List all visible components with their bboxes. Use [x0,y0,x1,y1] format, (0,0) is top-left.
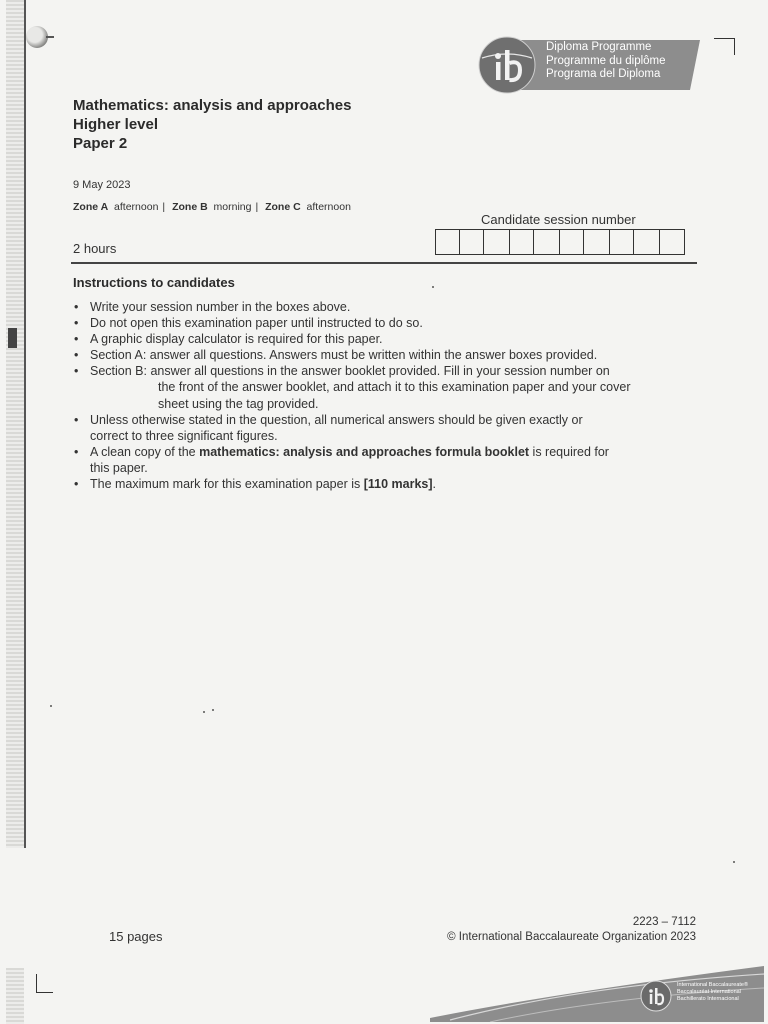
exam-date: 9 May 2023 [73,179,131,191]
footer-org-line: International Baccalaureate® [677,982,749,988]
session-digit-box[interactable] [436,230,460,254]
footer-org-line: Baccalauréat International [677,989,741,995]
scan-speck [432,286,434,288]
ib-footer-logo-icon [640,980,672,1012]
instruction-continuation: correct to three significant figures. [90,428,278,443]
logo-line: Diploma Programme [546,41,652,53]
paper-code: 2223 – 7112 [632,916,696,928]
instruction-continuation: sheet using the tag provided. [158,396,319,411]
ib-diploma-logo [478,36,700,92]
instruction-item: • Unless otherwise stated in the question, all numerical answers should be given exactly or correct to three significant figures. [73,412,703,444]
corner-mark-bottom-left [36,974,53,993]
candidate-session-boxes[interactable] [435,229,685,255]
instruction-continuation: this paper. [90,460,148,475]
punch-hole-icon [26,26,48,48]
footer-org-line: Bachillerato Internacional [677,996,739,1002]
copyright-notice: © International Baccalaureate Organization 2023 [447,931,696,943]
formula-booklet-emphasis: mathematics: analysis and approaches formula booklet [199,444,530,459]
instruction-continuation: the front of the answer booklet, and attach it to this examination paper and your cover [158,380,631,395]
zone-time: morning [213,201,252,213]
candidate-session-label: Candidate session number [481,212,636,227]
session-digit-box[interactable] [610,230,634,254]
instructions-heading: Instructions to candidates [73,275,235,290]
punch-tick [46,36,54,38]
footer-organisation-names [677,982,748,1003]
header-divider [71,262,697,264]
scan-edge-strip [6,0,24,848]
instruction-item: • A clean copy of the mathematics: analysis and approaches formula booklet is required for this paper. [73,444,703,476]
session-digit-box[interactable] [510,230,534,254]
max-marks-emphasis: [110 marks] [363,477,433,492]
instruction-item: • Write your session number in the boxes above. [73,299,703,315]
scan-edge-strip-bottom [6,968,24,1024]
session-digit-box[interactable] [534,230,560,254]
session-digit-box[interactable] [584,230,610,254]
session-digit-box[interactable] [660,230,684,254]
zone-label: Zone C [265,201,301,213]
scan-edge-line [24,0,26,848]
instructions-list [73,299,703,492]
scan-speck [50,705,52,707]
instruction-item: • Do not open this examination paper until instructed to do so. [73,315,703,331]
session-digit-box[interactable] [634,230,660,254]
scan-speck [203,711,205,713]
subject-title: Mathematics: analysis and approaches [73,97,352,114]
logo-programme-names [546,41,666,82]
corner-mark-top-right [714,38,735,55]
session-digit-box[interactable] [460,230,484,254]
exam-title [73,96,351,153]
session-digit-box[interactable] [484,230,510,254]
instruction-item: • The maximum mark for this examination paper is [110 marks]. [73,476,703,492]
zone-time: afternoon [114,201,159,213]
instruction-item: • Section A: answer all questions. Answers must be written within the answer boxes provided. [73,347,703,363]
zone-label: Zone A [73,201,109,213]
scan-speck [212,709,214,711]
ib-logo-icon [478,36,536,94]
logo-line: Programa del Diploma [546,68,661,80]
zone-label: Zone B [172,201,208,213]
session-digit-box[interactable] [560,230,584,254]
exam-duration: 2 hours [73,241,117,256]
zone-times: Zone A afternoon | Zone B morning | Zone C afternoon [73,201,351,213]
level-title: Higher level [73,116,159,133]
logo-line: Programme du diplôme [546,54,666,67]
instruction-item: • A graphic display calculator is required for this paper. [73,331,703,347]
paper-title: Paper 2 [73,135,128,152]
page-count: 15 pages [109,929,163,944]
zone-time: afternoon [306,201,351,213]
scan-speck [733,861,735,863]
instruction-item: • Section B: answer all questions in the answer booklet provided. Fill in your session number on the front of the answer booklet, and attach it to this examination paper and your cover sheet using the tag provided. [73,363,703,411]
registration-mark [8,328,17,348]
